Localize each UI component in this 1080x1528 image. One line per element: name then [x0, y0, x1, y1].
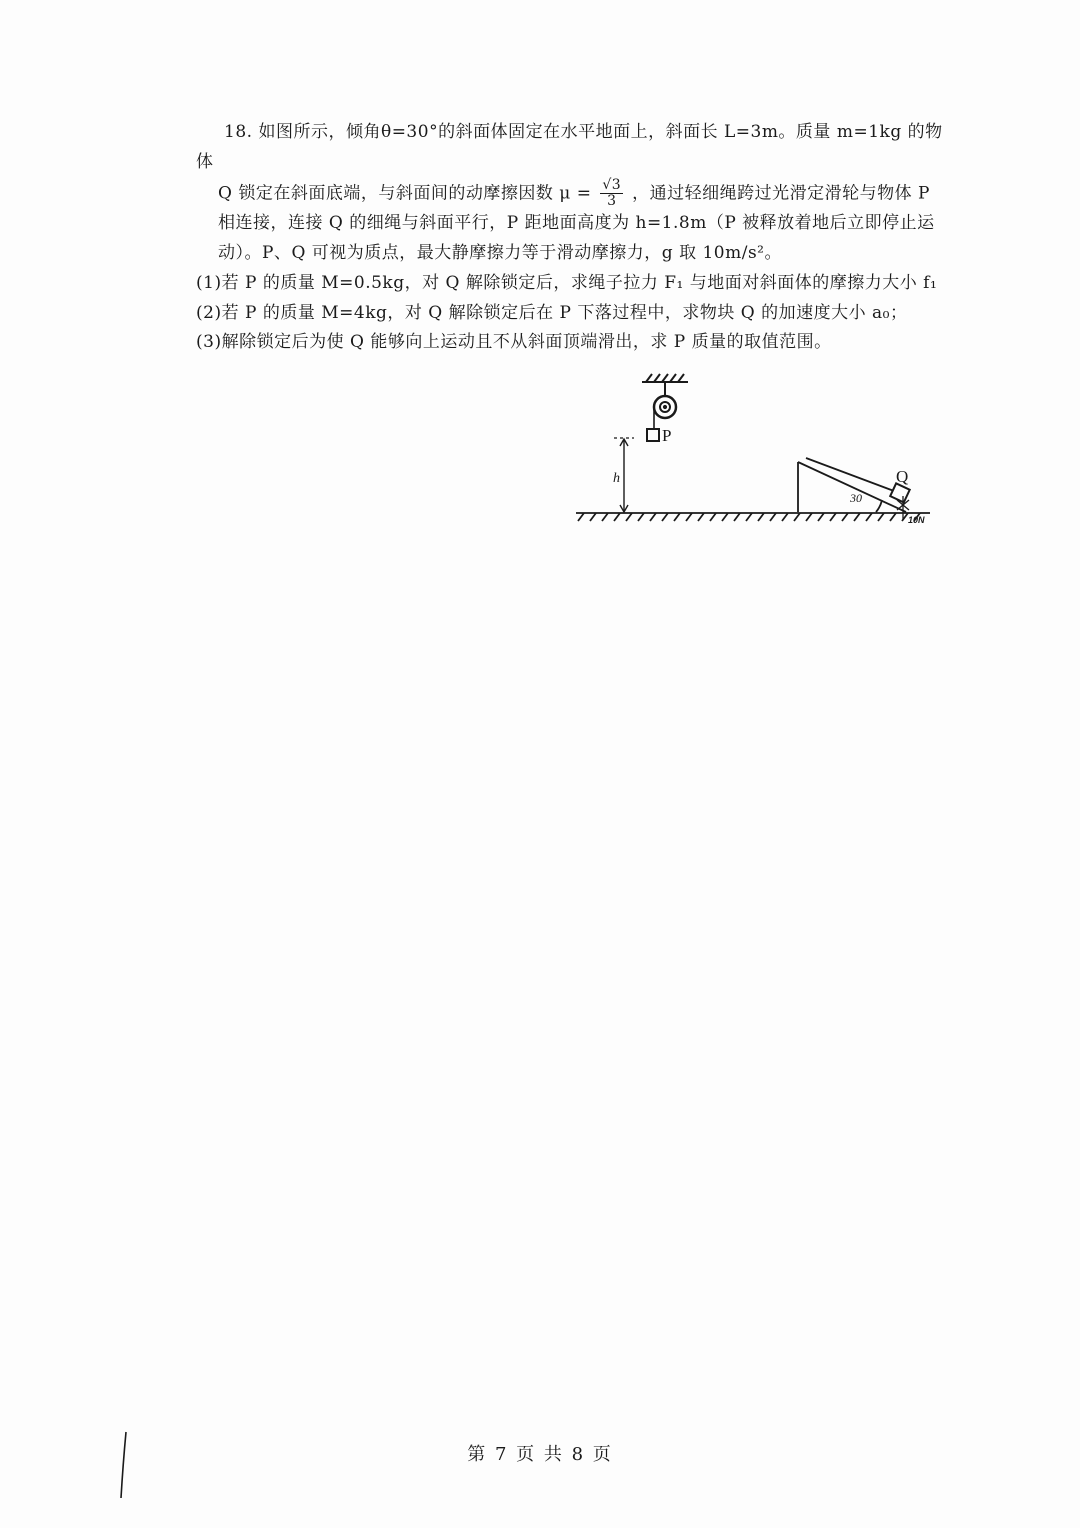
stem-text-1: 如图所示，倾角θ=30°的斜面体固定在水平地面上，斜面长 L=3m。质量 m=1kg 的物体: [196, 122, 943, 172]
label-q: Q: [896, 467, 909, 486]
problem-stem-line-4: [196, 239, 946, 269]
mu-fraction: [600, 178, 623, 210]
label-handwritten-force: 10N: [908, 515, 925, 525]
block-q: [890, 483, 910, 502]
sub-question-2: (2)若 P 的质量 M=4kg，对 Q 解除锁定后在 P 下落过程中，求物块 Q 的加速度大小 a₀；: [196, 302, 908, 323]
pulley: [654, 396, 676, 418]
label-h: h: [613, 471, 620, 486]
problem-stem-line-2: [196, 178, 946, 210]
sub-question-3: (3)解除锁定后为使 Q 能够向上运动且不从斜面顶端滑出，求 P 质量的取值范围。: [196, 332, 832, 353]
physics-figure: [570, 370, 950, 540]
sub-question-1: (1)若 P 的质量 M=0.5kg，对 Q 解除锁定后，求绳子拉力 F₁ 与地面对斜面体的摩擦力大小 f₁: [196, 272, 938, 293]
problem-18: [196, 118, 946, 358]
mu-denominator: 3: [607, 192, 617, 209]
problem-stem-line-1: [196, 118, 946, 178]
label-angle: 30: [850, 491, 862, 505]
stem-text-2a: Q 锁定在斜面底端，与斜面间的动摩擦因数 μ =: [218, 182, 592, 203]
problem-number: 18.: [224, 122, 253, 142]
page-footer: 第 7 页 共 8 页: [467, 1444, 613, 1465]
pulley-incline-diagram: [570, 370, 950, 540]
mu-numerator: √3: [602, 176, 622, 193]
problem-stem-line-3: [196, 209, 946, 239]
label-p: P: [662, 426, 672, 445]
ground: [576, 513, 930, 521]
stem-text-2b: ，通过轻细绳跨过光滑定滑轮与物体 P: [632, 182, 930, 203]
stem-text-3: 相连接，连接 Q 的细绳与斜面平行，P 距地面高度为 h=1.8m（P 被释放着地后立即停止运: [218, 213, 935, 234]
block-p: [647, 429, 659, 441]
stem-text-4: 动）。P、Q 可视为质点，最大静摩擦力等于滑动摩擦力，g 取 10m/s²。: [218, 243, 782, 264]
ceiling-support: [642, 374, 688, 396]
